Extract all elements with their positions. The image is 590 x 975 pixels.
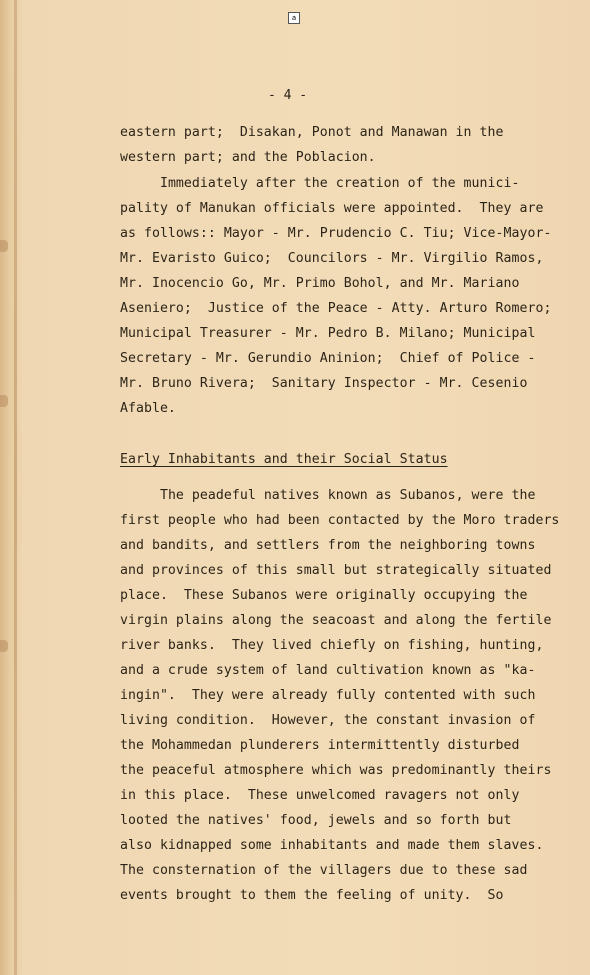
text-line: looted the natives' food, jewels and so forth but xyxy=(120,813,512,828)
text-line: as follows:: Mayor - Mr. Prudencio C. Tiu; Vice-Mayor- xyxy=(120,226,552,241)
binding-mark xyxy=(0,395,8,407)
section-heading: Early Inhabitants and their Social Status xyxy=(120,452,448,467)
text-line: The consternation of the villagers due to these sad xyxy=(120,863,528,878)
text-line: first people who had been contacted by the Moro traders xyxy=(120,513,560,528)
text-line: Mr. Bruno Rivera; Sanitary Inspector - Mr. Cesenio xyxy=(120,376,528,391)
text-line: Municipal Treasurer - Mr. Pedro B. Milano; Municipal xyxy=(120,326,536,341)
text-line: in this place. These unwelcomed ravagers not only xyxy=(120,788,520,803)
text-line: The peadeful natives known as Subanos, were the xyxy=(128,488,536,503)
text-line: river banks. They lived chiefly on fishing, hunting, xyxy=(120,638,544,653)
text-line: western part; and the Poblacion. xyxy=(120,150,376,165)
text-line: also kidnapped some inhabitants and made them slaves. xyxy=(120,838,544,853)
page-marker: a xyxy=(288,12,300,24)
binding-mark xyxy=(0,640,8,652)
text-line: Secretary - Mr. Gerundio Aninion; Chief of Police - xyxy=(120,351,536,366)
text-line: and provinces of this small but strategically situated xyxy=(120,563,552,578)
text-line: Aseniero; Justice of the Peace - Atty. Arturo Romero; xyxy=(120,301,552,316)
text-line: the peaceful atmosphere which was predominantly theirs xyxy=(120,763,552,778)
text-line: ingin". They were already fully contented with such xyxy=(120,688,536,703)
text-line: events brought to them the feeling of unity. So xyxy=(120,888,504,903)
binding-mark xyxy=(0,240,8,252)
page-number: - 4 - xyxy=(268,88,308,103)
text-line: virgin plains along the seacoast and along the fertile xyxy=(120,613,552,628)
text-line: Mr. Inocencio Go, Mr. Primo Bohol, and Mr. Mariano xyxy=(120,276,520,291)
text-line: pality of Manukan officials were appointed. They are xyxy=(120,201,544,216)
text-line: Immediately after the creation of the munici- xyxy=(128,176,520,191)
text-line: the Mohammedan plunderers intermittently disturbed xyxy=(120,738,520,753)
text-line: Afable. xyxy=(120,401,176,416)
page-edge-shadow xyxy=(14,0,17,975)
text-line: and bandits, and settlers from the neighboring towns xyxy=(120,538,536,553)
text-line: eastern part; Disakan, Ponot and Manawan in the xyxy=(120,125,504,140)
text-line: living condition. However, the constant invasion of xyxy=(120,713,536,728)
text-line: Mr. Evaristo Guico; Councilors - Mr. Virgilio Ramos, xyxy=(120,251,544,266)
text-line: place. These Subanos were originally occupying the xyxy=(120,588,528,603)
text-line: and a crude system of land cultivation known as "ka- xyxy=(120,663,536,678)
